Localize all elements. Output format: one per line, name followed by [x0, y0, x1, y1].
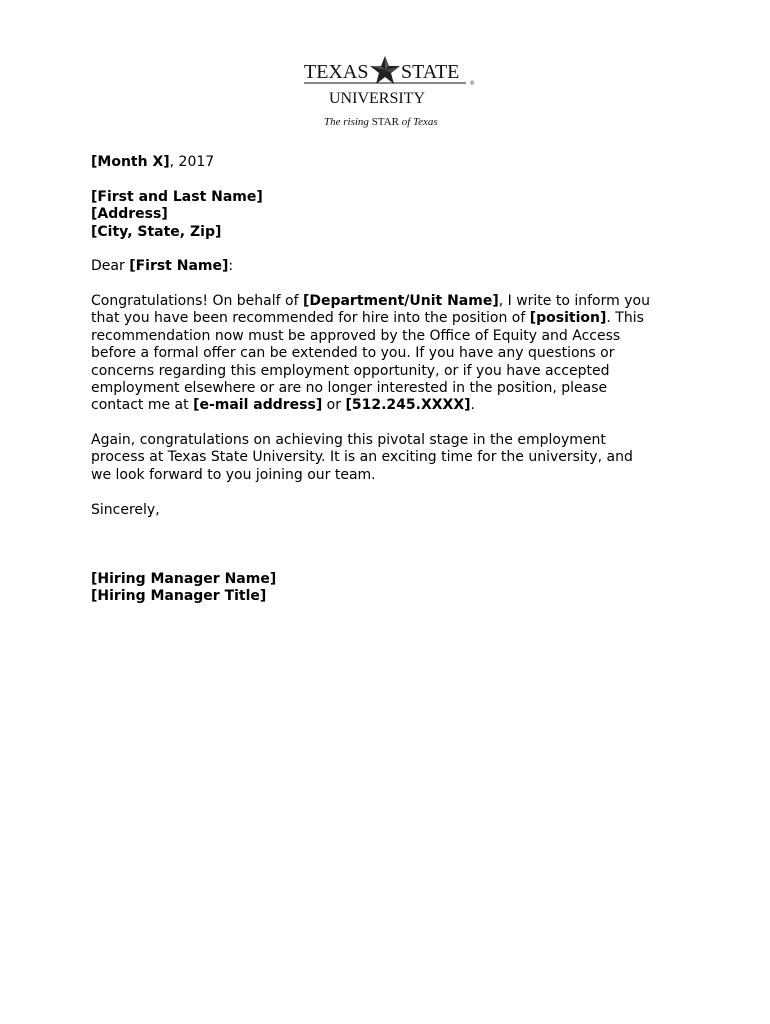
- month-placeholder: [Month X]: [91, 154, 170, 170]
- paragraph-again: [91, 432, 681, 484]
- paragraph2-line3: we look forward to you joining our team.: [91, 466, 376, 483]
- paragraph1-line3: recommendation now must be approved by the Office of Equity and Access: [91, 327, 621, 344]
- paragraph2-line1: Again, congratulations on achieving this pivotal stage in the employment: [91, 432, 606, 448]
- letter-date: [91, 154, 681, 171]
- paragraph1-line4: before a formal offer can be extended to you. If you have any questions or: [91, 345, 615, 362]
- department-placeholder: [Department/Unit Name]: [302, 293, 499, 309]
- recipient-address: [Address]: [91, 206, 168, 223]
- logo-tagline: The rising STAR of Texas: [324, 116, 438, 128]
- star-icon: [370, 56, 400, 84]
- year-text: , 2017: [169, 154, 215, 170]
- recipient-name: [First and Last Name]: [91, 189, 263, 205]
- paragraph-congratulations: [91, 293, 681, 415]
- university-logo: [290, 54, 490, 132]
- signature-block: [91, 571, 681, 606]
- salutation-prefix: Dear: [91, 258, 130, 274]
- email-placeholder: [e-mail address]: [193, 397, 323, 414]
- paragraph1-line2: that you have been recommended for hire into the position of [position]. This: [91, 310, 644, 327]
- registered-mark: ®: [470, 81, 475, 87]
- position-placeholder: [position]: [529, 310, 607, 327]
- paragraph1-line7: contact me at [e-mail address] or [512.245.XXXX].: [91, 397, 475, 414]
- salutation: [91, 258, 681, 275]
- paragraph1-line6: employment elsewhere or are no longer interested in the position, please: [91, 380, 608, 397]
- salutation-name-placeholder: [First Name]: [129, 258, 229, 274]
- salutation-suffix: :: [228, 258, 234, 274]
- logo-word-texas: TEXAS: [304, 61, 369, 83]
- logo-graphic: [290, 54, 490, 132]
- hiring-manager-name: [Hiring Manager Name]: [91, 571, 277, 587]
- phone-placeholder: [512.245.XXXX]: [345, 397, 471, 414]
- recipient-city-state-zip: [City, State, Zip]: [91, 223, 222, 240]
- paragraph2-line2: process at Texas State University. It is an exciting time for the university, and: [91, 449, 633, 466]
- recipient-block: [91, 189, 681, 241]
- hiring-manager-title: [Hiring Manager Title]: [91, 588, 267, 605]
- logo-word-state: STATE: [401, 61, 460, 83]
- logo-word-university: UNIVERSITY: [329, 90, 425, 107]
- paragraph1-line1: Congratulations! On behalf of [Department/Unit Name], I write to inform you: [91, 293, 650, 309]
- paragraph1-line5: concerns regarding this employment opportunity, or if you have accepted: [91, 362, 610, 379]
- closing: Sincerely,: [91, 502, 160, 518]
